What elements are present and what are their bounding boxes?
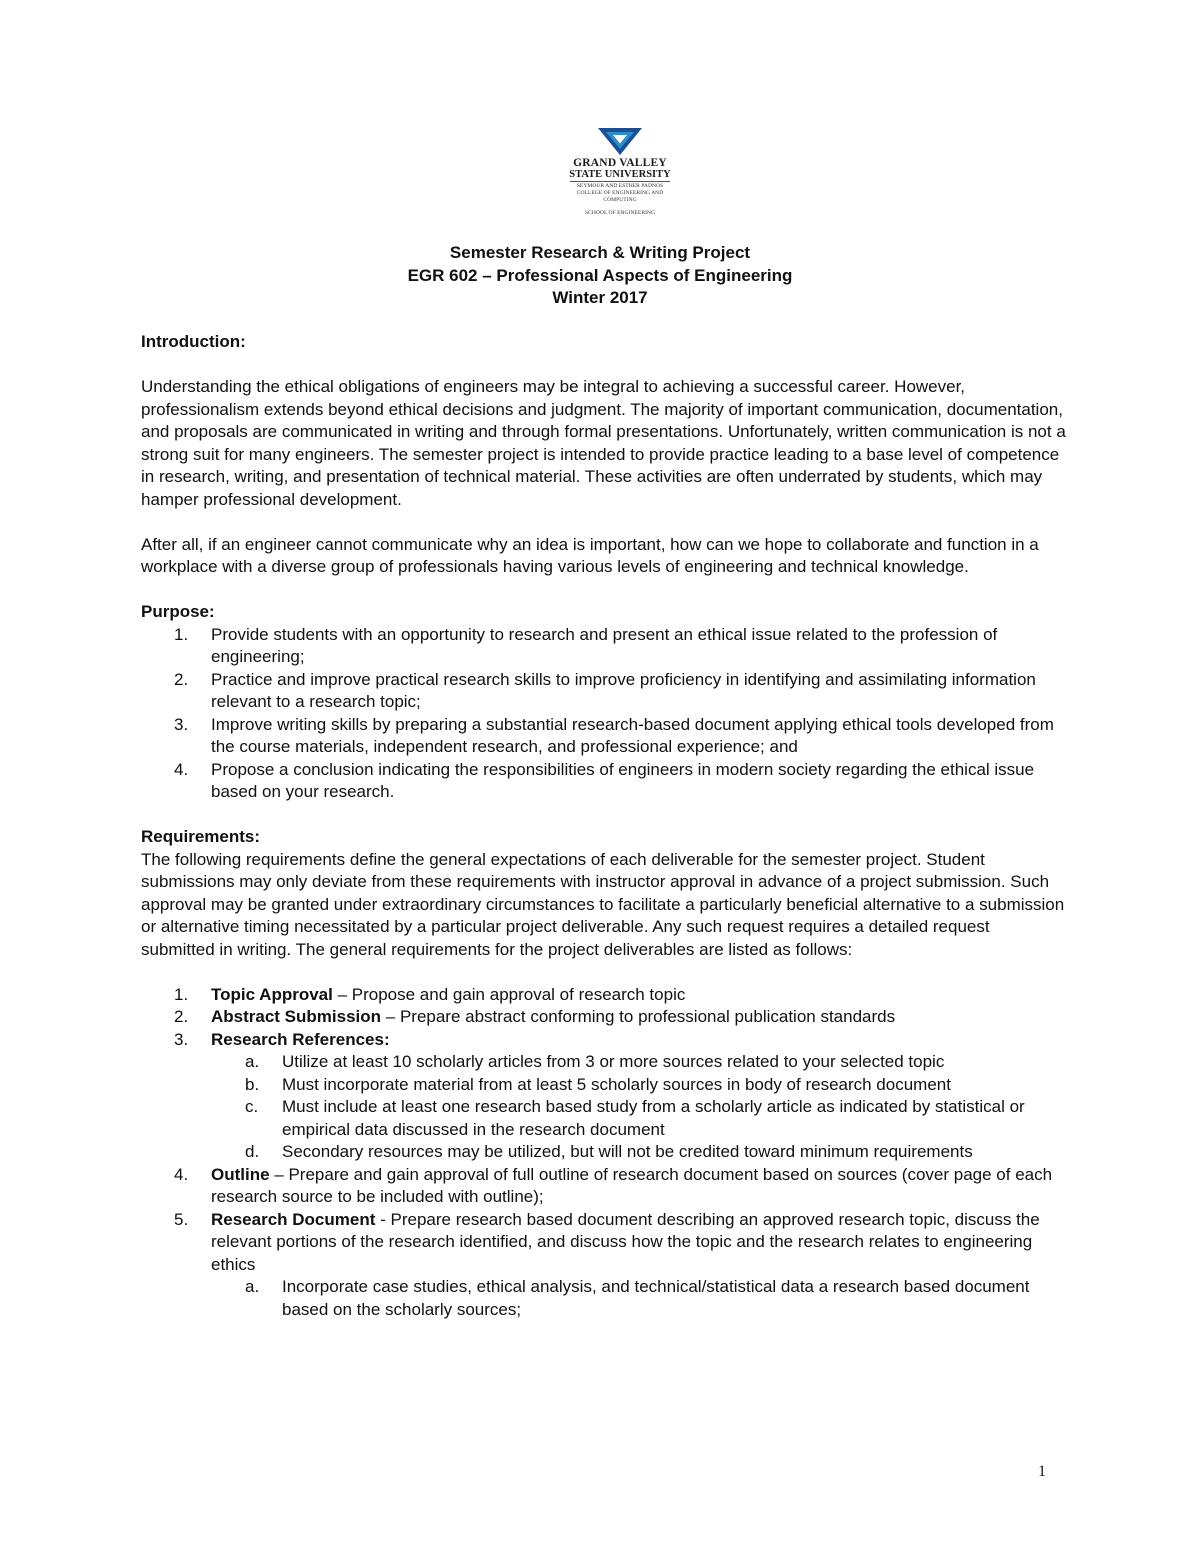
- sublist: [211, 1051, 1066, 1164]
- introduction-paragraph-2: After all, if an engineer cannot communicate why an idea is important, how can we hope to collaborate and function in a workplace with a diverse group of professionals having various levels of engineering and technical knowledge.: [141, 534, 1039, 576]
- requirements-paragraph: The following requirements define the general expectations of each deliverable for the semester project. Student submissions may only deviate from these requirements with instructor approval in advance of a project submission. Such approval may be granted under extraordinary circumstances to facilitate a particularly beneficial alternative to a submission or alternative timing necessitated by a particular project deliverable. Any such request requires a detailed request submitted in writing. The general requirements for the project deliverables are listed as follows:: [141, 849, 1065, 959]
- list-item: 4. Propose a conclusion indicating the responsibilities of engineers in modern society regarding the ethical issue based on your research.: [174, 759, 1035, 801]
- list-item: 3. Research References: a. Utilize at least 10 scholarly articles from 3 or more sources related to your selected topic b. Must incorporate material from at least 5 scholarly sources in body of research document c. Must include at least one research based study from a scholarly article as indicated by statistical or empirical data discussed in the research document d. Secondary resources may be utilized, but will not be credited toward minimum requirements: [141, 1029, 1066, 1164]
- list-item: 4. Outline – Prepare and gain approval of full outline of research document based on sources (cover page of each research source to be included with outline);: [174, 1164, 1053, 1206]
- purpose-heading: Purpose:: [141, 602, 215, 621]
- list-item: 1. Topic Approval – Propose and gain approval of research topic: [174, 984, 686, 1004]
- page-number: 1: [1038, 1463, 1046, 1480]
- sublist-item: a. Utilize at least 10 scholarly articles from 3 or more sources related to your selected topic: [245, 1052, 945, 1071]
- list-item: 2. Practice and improve practical research skills to improve proficiency in identifying and assimilating information relevant to a research topic;: [174, 669, 1036, 711]
- logo-line-4: SCHOOL OF ENGINEERING: [584, 210, 656, 216]
- document-body: [141, 331, 1066, 1321]
- logo-line-1: GRAND VALLEY: [573, 157, 667, 169]
- document-title: Semester Research & Writing Project: [449, 243, 751, 262]
- sublist-item: d. Secondary resources may be utilized, but will not be credited toward minimum requirements: [245, 1142, 973, 1161]
- logo-divider: [570, 181, 670, 182]
- list-item: 3. Improve writing skills by preparing a substantial research-based document applying ethical tools developed from the course materials, independent research, and professional experience; and: [174, 714, 1054, 756]
- logo-line-2: STATE UNIVERSITY: [569, 169, 671, 180]
- sublist-item: a. Incorporate case studies, ethical analysis, and technical/statistical data a research based document based on the scholarly sources;: [245, 1277, 1030, 1319]
- list-item: 1. Provide students with an opportunity to research and present an ethical issue related to the profession of engineering;: [174, 624, 998, 666]
- term: Winter 2017: [552, 288, 648, 307]
- sublist-item: c. Must include at least one research based study from a scholarly article as indicated by statistical or empirical data discussed in the research document: [245, 1097, 1025, 1139]
- purpose-list: [141, 624, 1066, 804]
- introduction-heading: Introduction:: [141, 332, 246, 351]
- requirements-heading: Requirements:: [141, 827, 261, 846]
- introduction-paragraph-1: Understanding the ethical obligations of engineers may be integral to achieving a successful career. However, professionalism extends beyond ethical decisions and judgment. The majority of important communication, documentation, and proposals are communicated in writing and through formal presentations. Unfortunately, written communication is not a strong suit for many engineers. The semester project is intended to provide practice leading to a base level of competence in research, writing, and presentation of technical material. These activities are often underrated by students, which may hamper professional development.: [141, 377, 1066, 509]
- list-item: 2. Abstract Submission – Prepare abstract conforming to professional publication standards: [174, 1007, 896, 1026]
- sublist-item: b. Must incorporate material from at least 5 scholarly sources in body of research document: [245, 1074, 951, 1094]
- logo-line-3: SEYMOUR AND ESTHER PADNOS COLLEGE OF ENGINEERING AND COMPUTING: [576, 183, 664, 203]
- deliverables-list: [141, 984, 1066, 1322]
- gvsu-logo-icon: [596, 126, 644, 156]
- university-logo: [560, 126, 680, 222]
- sublist: [211, 1276, 1066, 1321]
- list-item: 5. Research Document - Prepare research based document describing an approved research topic, discuss the relevant portions of the research identified, and discuss how the topic and the research relates to engineering ethics a. Incorporate case studies, ethical analysis, and technical/statistical data a research based document based on the scholarly sources;: [141, 1209, 1066, 1322]
- course-title: EGR 602 – Professional Aspects of Engineering: [407, 265, 793, 285]
- document-header: [0, 242, 1200, 310]
